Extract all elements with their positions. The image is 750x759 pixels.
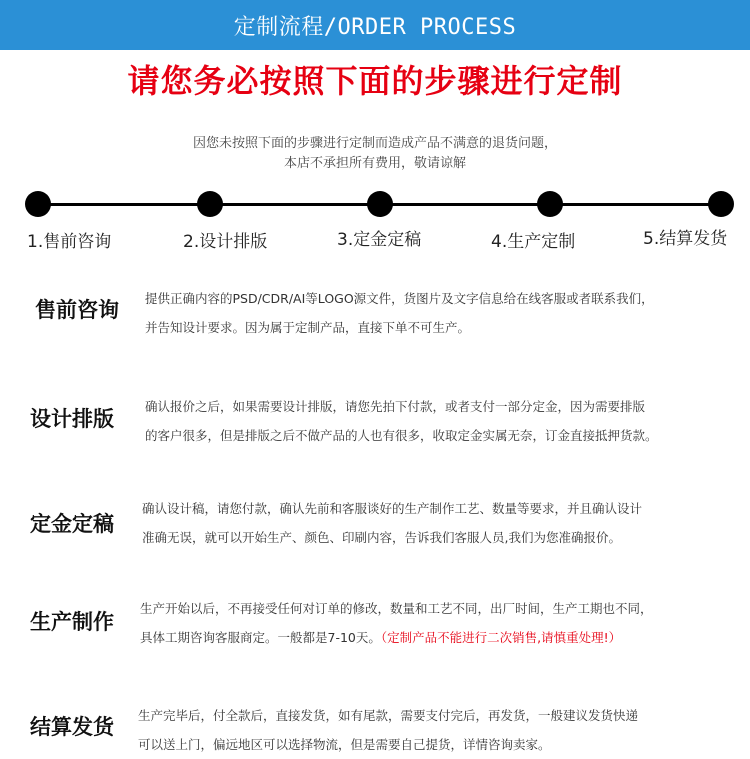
- headline: 请您务必按照下面的步骤进行定制: [127, 62, 623, 100]
- timeline-dot: [537, 191, 563, 217]
- timeline-dot: [367, 191, 393, 217]
- header-bar: [0, 0, 750, 50]
- section-line: [140, 623, 653, 652]
- section-text-presale: [145, 284, 654, 342]
- section-line-text: 具体工期咨询客服商定。一般都是7-10天。: [140, 630, 381, 645]
- section-title-deposit: 定金定稿: [30, 512, 114, 536]
- section-line: 确认报价之后，如果需要设计排版，请您先拍下付款，或者支付一部分定金，因为需要排版: [145, 399, 646, 414]
- section-line: 确认设计稿，请您付款，确认先前和客服谈好的生产制作工艺、数量等要求，并且确认设计: [142, 501, 643, 516]
- step-label-1: 1.售前咨询: [27, 232, 112, 252]
- timeline-dot: [197, 191, 223, 217]
- section-line: 准确无误，就可以开始生产、颜色、印刷内容，告诉我们客服人员,我们为您准确报价。: [142, 530, 621, 545]
- section-title-design: 设计排版: [30, 407, 114, 431]
- timeline-dot: [708, 191, 734, 217]
- section-line: 并告知设计要求。因为属于定制产品，直接下单不可生产。: [145, 320, 471, 335]
- section-line: 可以送上门，偏远地区可以选择物流，但是需要自己提货，详情咨询卖家。: [138, 737, 551, 752]
- step-label-4: 4.生产定制: [491, 232, 576, 252]
- section-text-design: [145, 392, 658, 450]
- step-label-3: 3.定金定稿: [337, 230, 422, 250]
- section-line: 提供正确内容的PSD/CDR/AI等LOGO源文件，货图片及文字信息给在线客服或者联系我们，: [145, 291, 654, 306]
- section-line: 生产完毕后，付全款后，直接发货，如有尾款，需要支付完后，再发货，一般建议发货快递: [138, 708, 639, 723]
- section-text-production: [140, 594, 653, 652]
- step-label-2: 2.设计排版: [183, 232, 268, 252]
- warning-text: （定制产品不能进行二次销售,请慎重处理!）: [380, 630, 622, 645]
- notice-text: [0, 134, 750, 174]
- section-text-settlement: [138, 701, 638, 759]
- section-title-settlement: 结算发货: [30, 715, 114, 739]
- section-text-deposit: [142, 494, 642, 552]
- section-title-production: 生产制作: [30, 610, 114, 634]
- step-label-5: 5.结算发货: [643, 229, 728, 249]
- section-line: 的客户很多，但是排版之后不做产品的人也有很多，收取定金实属无奈，订金直接抵押货款。: [145, 428, 658, 443]
- timeline-dot: [25, 191, 51, 217]
- notice-line-1: 因您未按照下面的步骤进行定制而造成产品不满意的退货问题，: [192, 136, 557, 151]
- notice-line-2: 本店不承担所有费用，敬请谅解: [283, 156, 466, 171]
- header-title: 定制流程/ORDER PROCESS: [233, 15, 517, 40]
- section-line: 生产开始以后，不再接受任何对订单的修改，数量和工艺不同，出厂时间，生产工期也不同，: [140, 601, 653, 616]
- section-title-presale: 售前咨询: [35, 298, 119, 322]
